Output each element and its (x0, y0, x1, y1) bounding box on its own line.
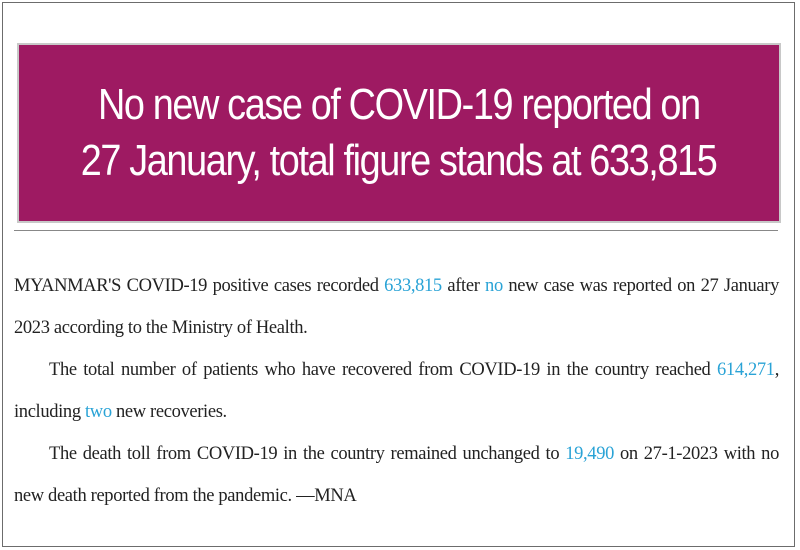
paragraph-recoveries (14, 349, 779, 433)
headline-banner (17, 43, 781, 223)
headline-line-2: 27 January, total figure stands at 633,815 (81, 136, 717, 185)
paragraph-text: , including (14, 360, 779, 422)
headline-line-1: No new case of COVID-19 reported on (98, 80, 700, 129)
paragraph-text: new recoveries. (111, 402, 227, 422)
paragraph-text: MYANMAR'S COVID-19 positive cases recorded (14, 276, 385, 296)
paragraph-text: on 27-1-2023 with no new death reported from the pandemic. —MNA (14, 444, 779, 506)
paragraph-cases (14, 265, 779, 349)
total-cases-value: 633,815 (384, 276, 442, 296)
new-cases-value: no (485, 276, 503, 296)
paragraph-text: The death toll from COVID-19 in the country remained unchanged to (49, 444, 566, 464)
paragraph-text: new case was reported on 27 January 2023 according to the Ministry of Health. (14, 276, 779, 338)
total-deaths-value: 19,490 (565, 444, 614, 464)
paragraph-text: The total number of patients who have recovered from COVID-19 in the country reached (49, 360, 718, 380)
paragraph-text: after (441, 276, 486, 296)
paragraph-deaths (14, 433, 779, 517)
total-recovered-value: 614,271 (717, 360, 775, 380)
article-body (14, 265, 779, 517)
divider-rule (14, 230, 778, 231)
new-recoveries-value: two (85, 402, 112, 422)
